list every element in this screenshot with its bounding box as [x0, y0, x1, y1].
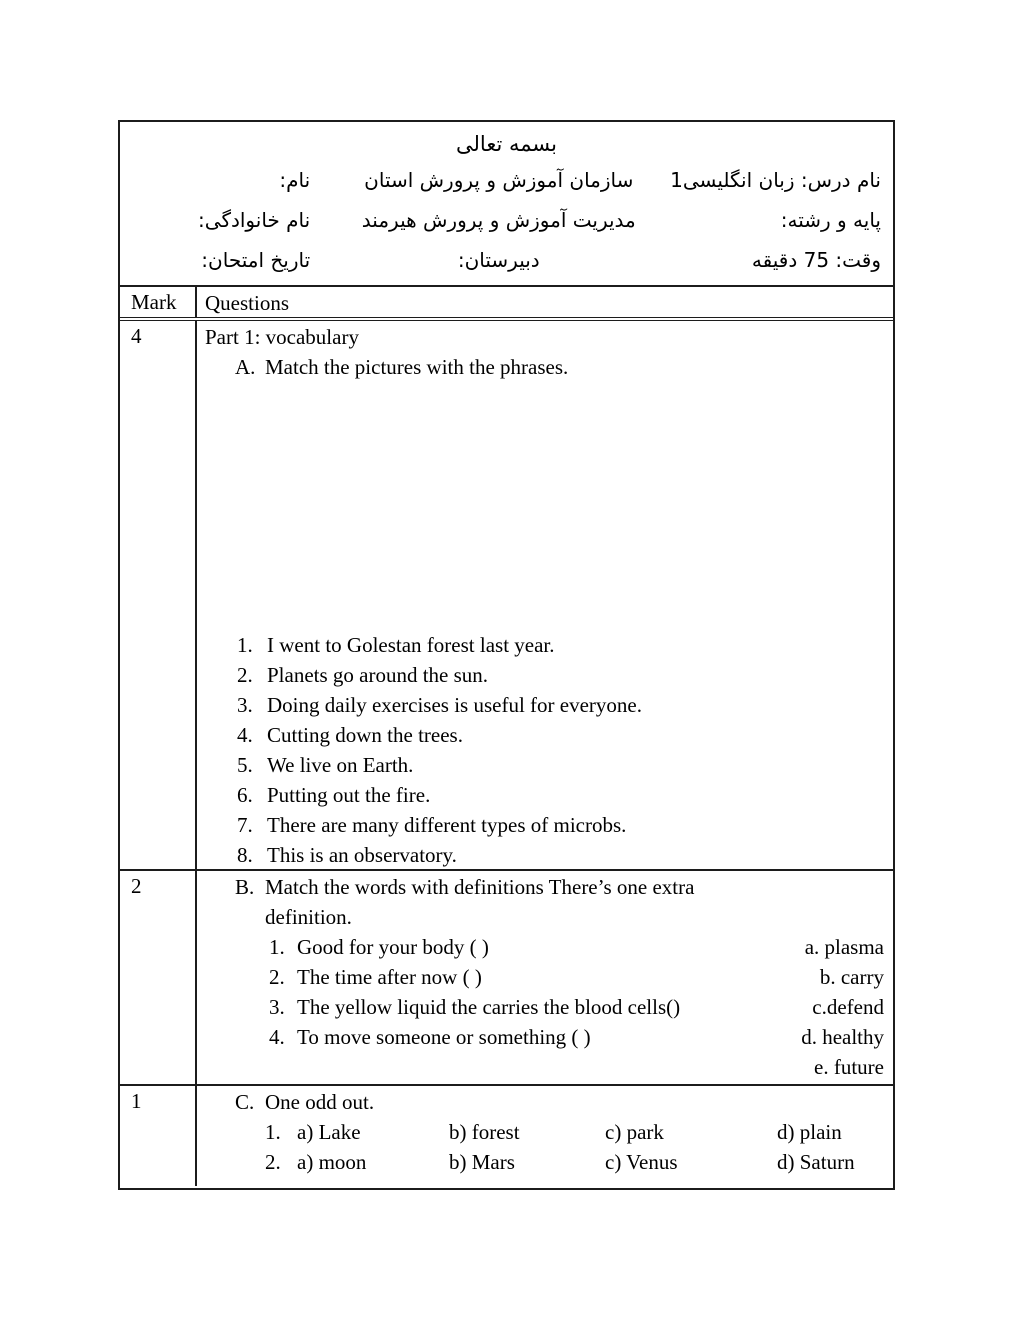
table-header-row — [120, 287, 893, 321]
odd-one-out-item — [265, 1147, 884, 1177]
section-c-text: One odd out. — [265, 1090, 375, 1114]
match-item — [269, 1022, 884, 1052]
definition-option: e. future — [814, 1055, 884, 1079]
section-b-text — [265, 872, 884, 932]
item-number: 3. — [269, 995, 285, 1019]
exam-time-label: وقت: 75 دقیقه — [751, 248, 881, 272]
section-b-question-cell — [197, 871, 893, 1084]
option-a: a) Lake — [297, 1120, 361, 1144]
part1-question-cell — [197, 321, 893, 869]
definition-option: d. healthy — [801, 1025, 884, 1049]
odd-one-out-item — [265, 1117, 884, 1147]
item-number: 7. — [237, 813, 253, 837]
option-d: d) plain — [777, 1120, 842, 1144]
section-b-text-line2: definition. — [265, 905, 352, 929]
item-number: 2. — [237, 663, 253, 687]
option-b: b) Mars — [449, 1150, 515, 1174]
questions-table — [120, 287, 893, 1186]
table-row-part1 — [120, 321, 893, 871]
org-district-label: مدیریت آموزش و پرورش هیرمند — [361, 208, 636, 232]
definition-option: c.defend — [812, 995, 884, 1019]
section-b-instruction — [205, 872, 884, 932]
option-d: d) Saturn — [777, 1150, 855, 1174]
item-text: Doing daily exercises is useful for everyone. — [267, 693, 642, 717]
header-grid — [120, 160, 893, 280]
section-b-text-line1: Match the words with definitions There’s one extra — [265, 875, 695, 899]
item-number: 2. — [269, 965, 285, 989]
match-item — [269, 1052, 884, 1082]
student-info-column — [120, 160, 344, 280]
match-item — [269, 962, 884, 992]
first-name-label: نام: — [279, 168, 311, 192]
exam-sheet — [118, 120, 895, 1190]
section-b-label: B. — [235, 875, 255, 899]
item-number: 3. — [237, 693, 253, 717]
section-c-question-cell — [197, 1086, 893, 1186]
item-number: 1. — [265, 1120, 281, 1144]
option-a: a) moon — [297, 1150, 367, 1174]
school-label: دبیرستان: — [457, 248, 540, 272]
item-number: 6. — [237, 783, 253, 807]
item-text: I went to Golestan forest last year. — [267, 633, 555, 657]
course-name-label: نام درس: زبان انگلیسی1 — [670, 168, 881, 192]
mark-column-header: Mark — [120, 287, 197, 317]
list-item — [237, 750, 884, 780]
list-item — [237, 630, 884, 660]
item-text: Good for your body ( ) — [297, 935, 489, 959]
pictures-placeholder — [205, 382, 884, 630]
item-text: There are many different types of microbs. — [267, 813, 627, 837]
table-row-section-b — [120, 871, 893, 1086]
option-c: c) park — [605, 1120, 664, 1144]
match-item — [269, 932, 884, 962]
list-item — [237, 840, 884, 870]
list-item — [237, 780, 884, 810]
exam-date-label: تاریخ امتحان: — [201, 248, 311, 272]
item-text: The yellow liquid the carries the blood cells() — [297, 995, 681, 1019]
list-item — [237, 720, 884, 750]
grade-field-label: پایه و رشته: — [780, 208, 881, 232]
item-number: 4. — [269, 1025, 285, 1049]
organization-column — [344, 160, 653, 280]
table-row-section-c — [120, 1086, 893, 1186]
section-a-instruction — [205, 352, 884, 382]
item-text: To move someone or something ( ) — [297, 1025, 591, 1049]
section-b-mark-value: 2 — [120, 871, 197, 1084]
section-c-mark-value: 1 — [120, 1086, 197, 1186]
list-item — [237, 810, 884, 840]
section-a-label: A. — [235, 355, 256, 379]
item-number: 8. — [237, 843, 253, 867]
option-c: c) Venus — [605, 1150, 678, 1174]
exam-info-column — [653, 160, 893, 280]
questions-column-header: Questions — [205, 291, 289, 315]
basmala-text: بسمه تعالی — [456, 132, 557, 156]
org-province-label: سازمان آموزش و پرورش استان — [364, 168, 634, 192]
item-number: 1. — [269, 935, 285, 959]
match-item — [269, 992, 884, 1022]
part1-mark-value: 4 — [120, 321, 197, 869]
definition-option: a. plasma — [804, 935, 884, 959]
item-text: Putting out the fire. — [267, 783, 431, 807]
item-text: This is an observatory. — [267, 843, 457, 867]
item-number: 4. — [237, 723, 253, 747]
item-number: 5. — [237, 753, 253, 777]
section-c-instruction — [205, 1087, 884, 1117]
list-item — [237, 690, 884, 720]
item-text: The time after now ( ) — [297, 965, 482, 989]
item-text: Cutting down the trees. — [267, 723, 463, 747]
part1-title: Part 1: vocabulary — [205, 325, 359, 349]
list-item — [237, 660, 884, 690]
last-name-label: نام خانوادگی: — [198, 208, 311, 232]
definition-option: b. carry — [819, 965, 884, 989]
item-text: We live on Earth. — [267, 753, 414, 777]
option-b: b) forest — [449, 1120, 520, 1144]
exam-header — [120, 122, 893, 287]
item-text: Planets go around the sun. — [267, 663, 489, 687]
item-number: 2. — [265, 1150, 281, 1174]
section-a-text: Match the pictures with the phrases. — [265, 355, 569, 379]
item-number: 1. — [237, 633, 253, 657]
section-c-label: C. — [235, 1090, 255, 1114]
item-number — [269, 1052, 297, 1082]
